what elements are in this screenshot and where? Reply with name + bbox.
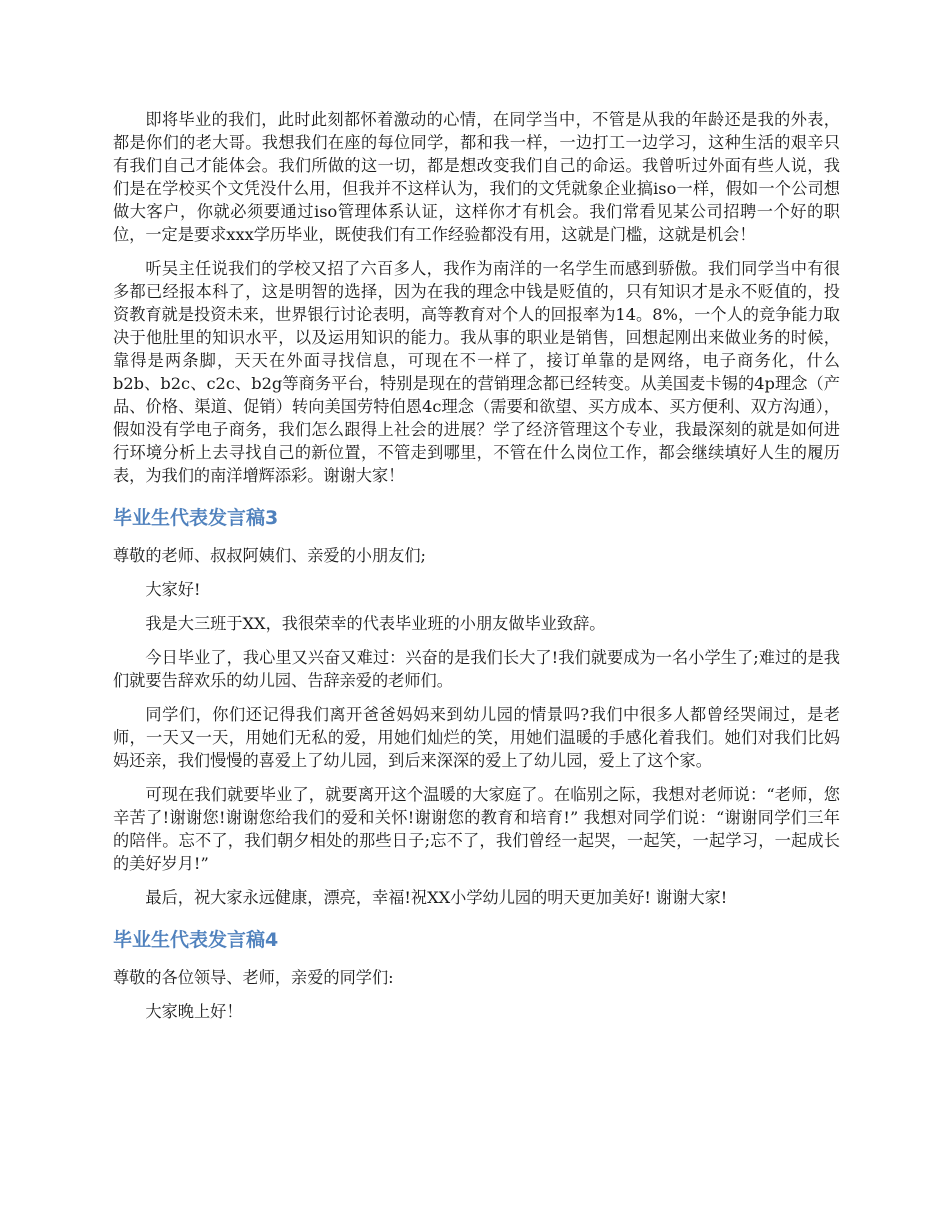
speech3-paragraph-feelings: 今日毕业了，我心里又兴奋又难过：兴奋的是我们长大了!我们就要成为一名小学生了;难过的是我们就要告辞欢乐的幼儿园、告辞亲爱的老师们。 — [113, 648, 840, 690]
speech3-paragraph-memories: 同学们，你们还记得我们离开爸爸妈妈来到幼儿园的情景吗?我们中很多人都曾经哭闹过，是老师，一天又一天，用她们无私的爱，用她们灿烂的笑，用她们温暖的手感化着我们。她们对我们比妈妈还亲，我们慢慢的喜爱上了幼儿园，到后来深深的爱上了幼儿园，爱上了这个家。 — [113, 705, 840, 770]
speech3-paragraph-intro: 我是大三班于XX，我很荣幸的代表毕业班的小朋友做毕业致辞。 — [145, 614, 606, 633]
section-heading-4: 毕业生代表发言稿4 — [113, 929, 279, 951]
document-page — [113, 108, 840, 1034]
speech2-paragraph-1: 即将毕业的我们，此时此刻都怀着激动的心情，在同学当中，不管是从我的年龄还是我的外表，都是你们的老大哥。我想我们在座的每位同学，都和我一样，一边打工一边学习，这种生活的艰辛只有我们自己才能体会。我们所做的这一切，都是想改变我们自己的命运。我曾听过外面有些人说，我们是在学校买个文凭没什么用，但我并不这样认为，我们的文凭就象企业搞iso一样，假如一个公司想做大客户，你就必须要通过iso管理体系认证，这样你才有机会。我们常看见某公司招聘一个好的职位，一定是要求xxx学历毕业，既使我们有工作经验都没有用，这就是门槛，这就是机会！ — [113, 110, 840, 244]
speech4-greeting: 大家晚上好！ — [145, 1002, 243, 1021]
speech3-salutation: 尊敬的老师、叔叔阿姨们、亲爱的小朋友们; — [113, 546, 427, 565]
speech2-paragraph-2: 听吴主任说我们的学校又招了六百多人，我作为南洋的一名学生而感到骄傲。我们同学当中有很多都已经报本科了，这是明智的选择，因为在我的理念中钱是贬值的，只有知识才是永不贬值的，投资教育就是投资未来，世界银行讨论表明，高等教育对个人的回报率为14。8%，一个人的竞争能力取决于他肚里的知识水平，以及运用知识的能力。我从事的职业是销售，回想起刚出来做业务的时候，靠得是两条脚，天天在外面寻找信息，可现在不一样了，接订单靠的是网络，电子商务化，什么b2b、b2c、c2c、b2g等商务平台，特别是现在的营销理念都已经转变。从美国麦卡锡的4p理念（产品、价格、渠道、促销）转向美国劳特伯恩4c理念（需要和欲望、买方成本、买方便利、双方沟通），假如没有学电子商务，我们怎么跟得上社会的进展？学了经济管理这个专业，我最深刻的就是如何进行环境分析上去寻找自己的新位置，不管走到哪里，不管在什么岗位工作，都会继续填好人生的履历表，为我们的南洋增辉添彩。谢谢大家！ — [113, 259, 840, 485]
section-heading-3: 毕业生代表发言稿3 — [113, 507, 279, 529]
speech3-greeting: 大家好! — [145, 580, 201, 599]
speech3-paragraph-closing: 最后，祝大家永远健康，漂亮，幸福!祝XX小学幼儿园的明天更加美好! 谢谢大家! — [145, 888, 728, 907]
speech3-paragraph-thanks: 可现在我们就要毕业了，就要离开这个温暖的大家庭了。在临别之际，我想对老师说：“老师，您辛苦了!谢谢您!谢谢您给我们的爱和关怀!谢谢您的教育和培育!” 我想对同学们说：“谢谢同学们三年的陪伴。忘不了，我们朝夕相处的那些日子;忘不了，我们曾经一起哭，一起笑，一起学习，一起成长的美好岁月!” — [113, 785, 840, 873]
speech4-salutation: 尊敬的各位领导、老师，亲爱的同学们: — [113, 968, 394, 987]
